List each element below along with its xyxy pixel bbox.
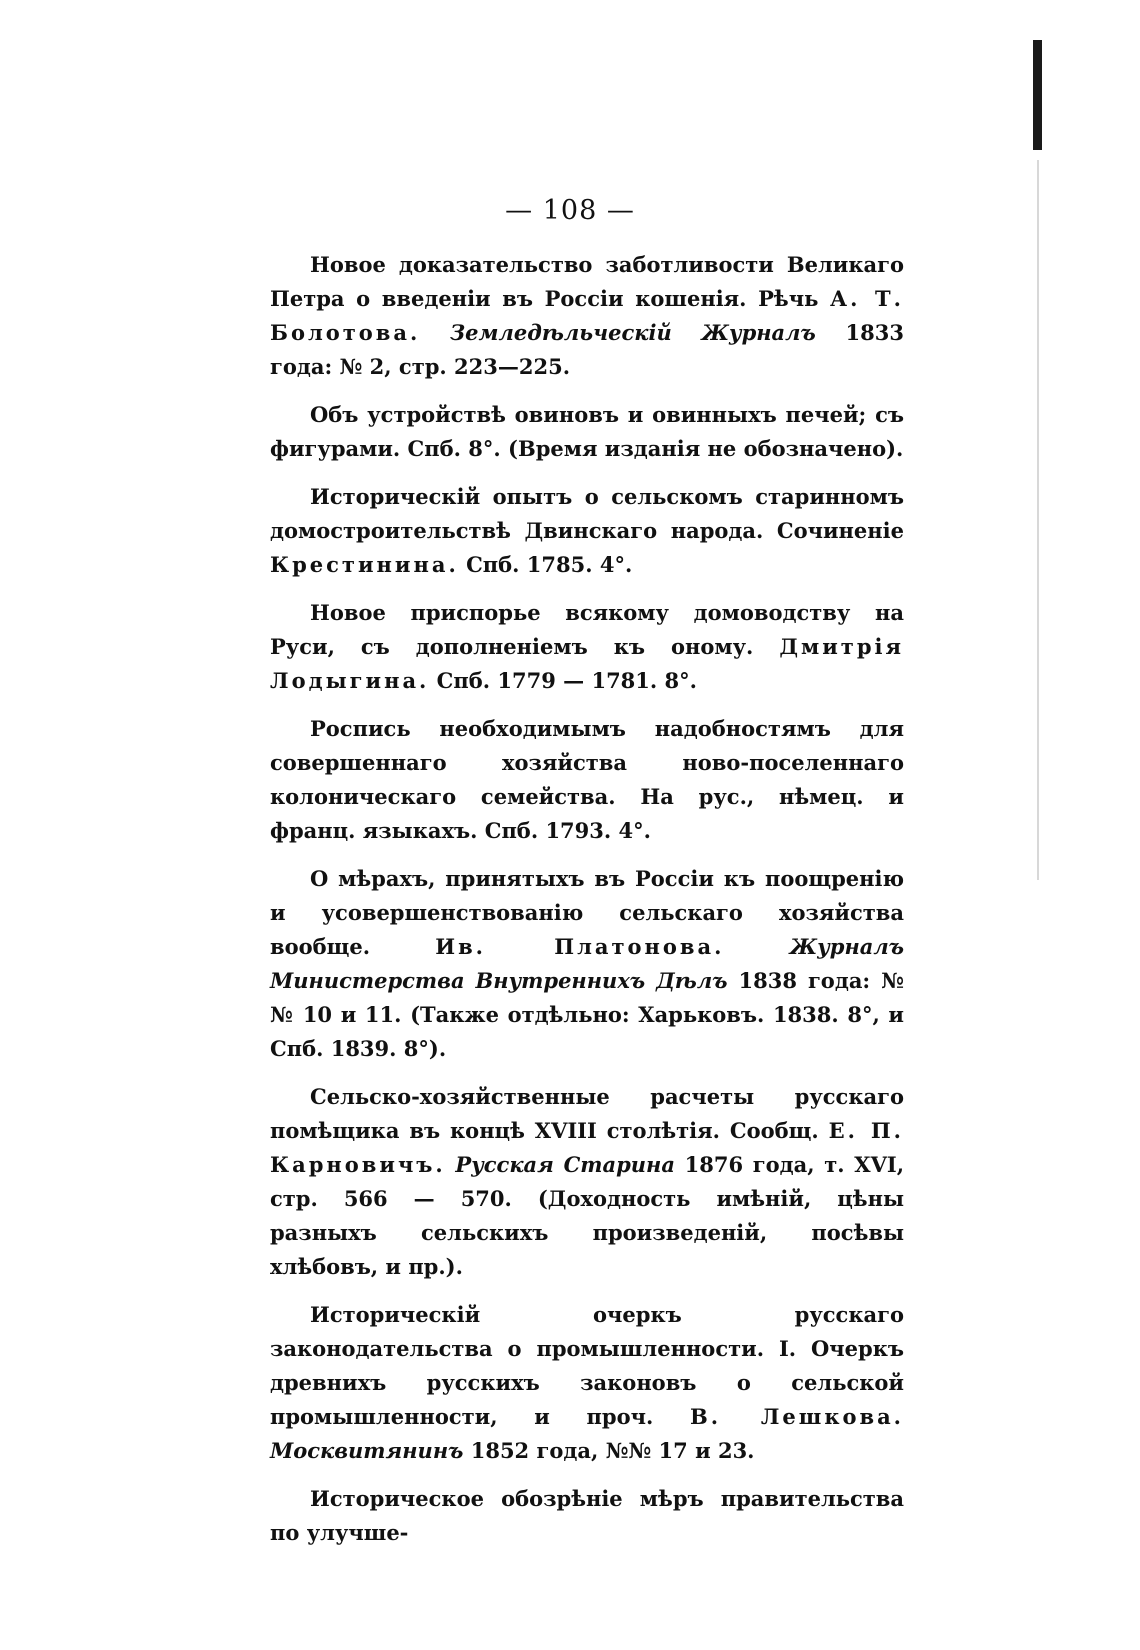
entry-journal: Русская Старина [455,1152,675,1177]
bibliography-entry [270,862,904,1066]
entry-details: 1852 года, №№ 17 и 23. [463,1438,755,1463]
entry-text: Новое приспорье всякому домоводству на Руси, съ дополненiемъ къ оному. [270,600,904,659]
entry-journal: Журналъ Министерства Внутреннихъ Дѣлъ [270,934,904,993]
entry-details: Спб. 1785. 4°. [458,552,633,577]
entry-text: Новое доказательство заботливости Великаго Петра о введенiи въ Россiи кошенiя. Рѣчь [270,252,904,311]
scan-edge-mark [1033,40,1042,150]
entry-text: Сельско-хозяйственные расчеты русскаго помѣщика въ концѣ XVIII столѣтiя. Сообщ. [270,1084,904,1143]
entry-text: Роспись необходимымъ надобностямъ для совершеннаго хозяйства ново-поселеннаго колоническаго семейства. На рус., нѣмец. и франц. языкахъ. Спб. 1793. 4°. [270,716,904,843]
entry-journal: Москвитянинъ [270,1438,464,1463]
bibliography-entry [270,1298,904,1468]
entry-text: Историческiй очеркъ русскаго законодательства о промышленности. I. Очеркъ древнихъ русскихъ законовъ о сельской промышленности, и проч. [270,1302,904,1429]
entry-text: Историческое обозрѣнiе мѣръ правительства по улучше- [270,1486,904,1545]
bibliography-entry [270,1080,904,1284]
entry-journal: Земледѣльческiй Журналъ [450,320,816,345]
page-number: — 108 — [505,195,635,226]
entry-separator [446,1152,456,1177]
entry-author: Ив. Платонова. [435,934,725,959]
bibliography-list [270,248,904,1564]
entry-text: Историческiй опытъ о сельскомъ старинномъ домостроительствѣ Двинскаго народа. Сочиненiе [270,484,904,543]
bibliography-entry [270,480,904,582]
entry-details: Спб. 1779 — 1781. 8°. [429,668,697,693]
entry-separator [724,934,789,959]
bibliography-entry [270,712,904,848]
entry-details: 1876 года, т. XVI, стр. 566 — 570. (Доходность имѣнiй, цѣны разныхъ сельскихъ произведенiй, посѣвы хлѣбовъ, и пр.). [270,1152,904,1279]
bibliography-entry [270,1482,904,1550]
bibliography-entry [270,596,904,698]
bibliography-entry [270,398,904,466]
entry-details: 1833 года: № 2, стр. 223—225. [270,320,904,379]
entry-text: Объ устройствѣ овиновъ и овинныхъ печей; съ фигурами. Спб. 8°. (Время изданiя не обозначено). [270,402,904,461]
entry-author: В. Лешкова. [690,1404,904,1429]
bibliography-entry [270,248,904,384]
entry-text: О мѣрахъ, принятыхъ въ Россiи къ поощренiю и усовершенствованiю сельскаго хозяйства вообще. [270,866,904,959]
entry-author: Крестинина. [270,552,459,577]
entry-author: Е. П. Карновичъ. [270,1118,904,1177]
entry-separator [420,320,450,345]
scan-edge-line [1037,160,1039,880]
entry-author: Дмитрiя Лодыгина. [270,634,904,693]
entry-details: 1838 года: №№ 10 и 11. (Также отдѣльно: Харьковъ. 1838. 8°, и Спб. 1839. 8°). [270,968,905,1061]
entry-author: А. Т. Болотова. [270,286,904,345]
